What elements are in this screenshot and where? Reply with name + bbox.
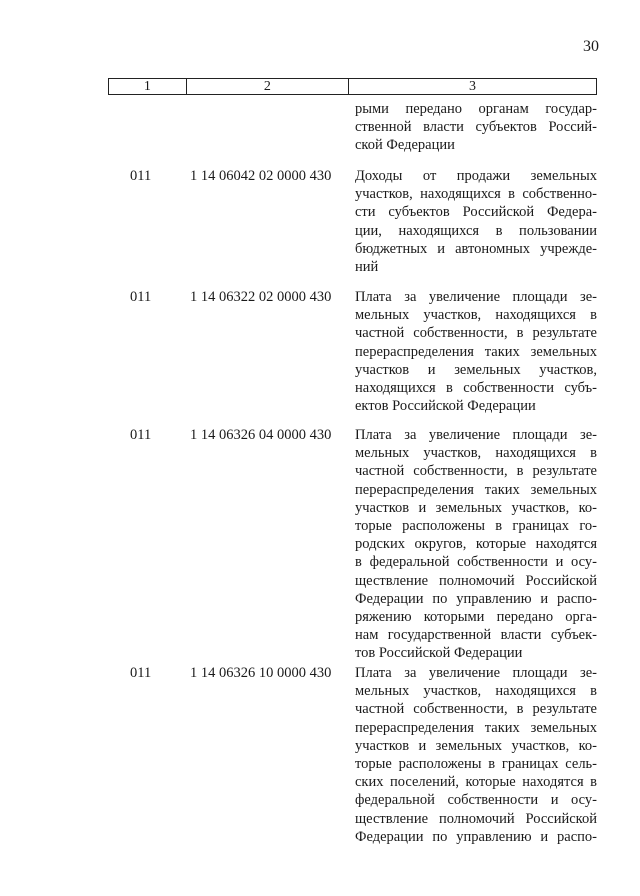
text-line: торые расположены в границах го- (355, 518, 597, 535)
text-line: ции, находящихся в пользовании (355, 222, 597, 239)
column-header-1: 1 (109, 79, 187, 95)
text-line: ских поселений, которые находятся в (355, 774, 597, 791)
income-description (355, 664, 597, 846)
text-line: ектов Российской Федерации (355, 398, 536, 415)
text-line: участков и земельных участков, ко- (355, 499, 597, 516)
continuation-text (355, 100, 597, 155)
text-line: ний (355, 259, 379, 276)
text-line: Плата за увеличение площади зе- (355, 665, 597, 681)
budget-code: 1 14 06322 02 0000 430 (190, 289, 332, 305)
text-line: ской Федерации (355, 137, 455, 154)
income-description (355, 167, 597, 276)
text-line: Плата за увеличение площади зе- (355, 427, 597, 443)
budget-code: 1 14 06326 04 0000 430 (190, 427, 332, 443)
text-line: мельных участков, находящихся в (355, 683, 597, 700)
income-description (355, 426, 597, 663)
income-description (355, 288, 597, 415)
text-line: ряжению которыми передано орга- (355, 609, 597, 626)
budget-code: 1 14 06326 10 0000 430 (190, 665, 332, 681)
text-line: торые расположены в границах сель- (355, 756, 597, 773)
text-line: перераспределения таких земельных (355, 719, 597, 736)
text-line: рыми передано органам государ- (355, 101, 597, 117)
text-line: участков, находящихся в собственно- (355, 186, 597, 203)
text-line: тов Российской Федерации (355, 645, 523, 662)
text-line: сти субъектов Российской Федера- (355, 204, 597, 221)
admin-code: 011 (130, 427, 152, 443)
text-line: участков и земельных участков, (355, 361, 597, 378)
text-line: в федеральной собственности и осу- (355, 554, 597, 571)
text-line: бюджетных и автономных учрежде- (355, 240, 597, 257)
text-line: ществление полномочий Российской (355, 572, 597, 589)
text-line: частной собственности, в результате (355, 325, 597, 342)
text-line: Доходы от продажи земельных (355, 168, 597, 184)
column-header-3: 3 (349, 79, 597, 95)
text-line: родских округов, которые находятся (355, 536, 597, 553)
text-line: участков и земельных участков, ко- (355, 737, 597, 754)
text-line: Федерации по управлению и распо- (355, 828, 597, 845)
text-line: частной собственности, в результате (355, 701, 597, 718)
text-line: мельных участков, находящихся в (355, 445, 597, 462)
text-line: перераспределения таких земельных (355, 481, 597, 498)
text-line: ществление полномочий Российской (355, 810, 597, 827)
admin-code: 011 (130, 665, 152, 681)
text-line: частной собственности, в результате (355, 463, 597, 480)
text-line: Плата за увеличение площади зе- (355, 289, 597, 305)
text-line: находящихся в собственности субъ- (355, 380, 597, 397)
admin-code: 011 (130, 289, 152, 305)
text-line: перераспределения таких земельных (355, 343, 597, 360)
budget-code: 1 14 06042 02 0000 430 (190, 168, 332, 184)
admin-code: 011 (130, 168, 152, 184)
column-header-2: 2 (186, 79, 348, 95)
text-line: федеральной собственности и осу- (355, 792, 597, 809)
text-line: Федерации по управлению и распо- (355, 590, 597, 607)
text-line: ственной власти субъектов Россий- (355, 119, 597, 136)
text-line: мельных участков, находящихся в (355, 307, 597, 324)
column-header-row (108, 78, 597, 95)
page-number: 30 (583, 38, 599, 55)
text-line: нам государственной власти субъек- (355, 627, 597, 644)
